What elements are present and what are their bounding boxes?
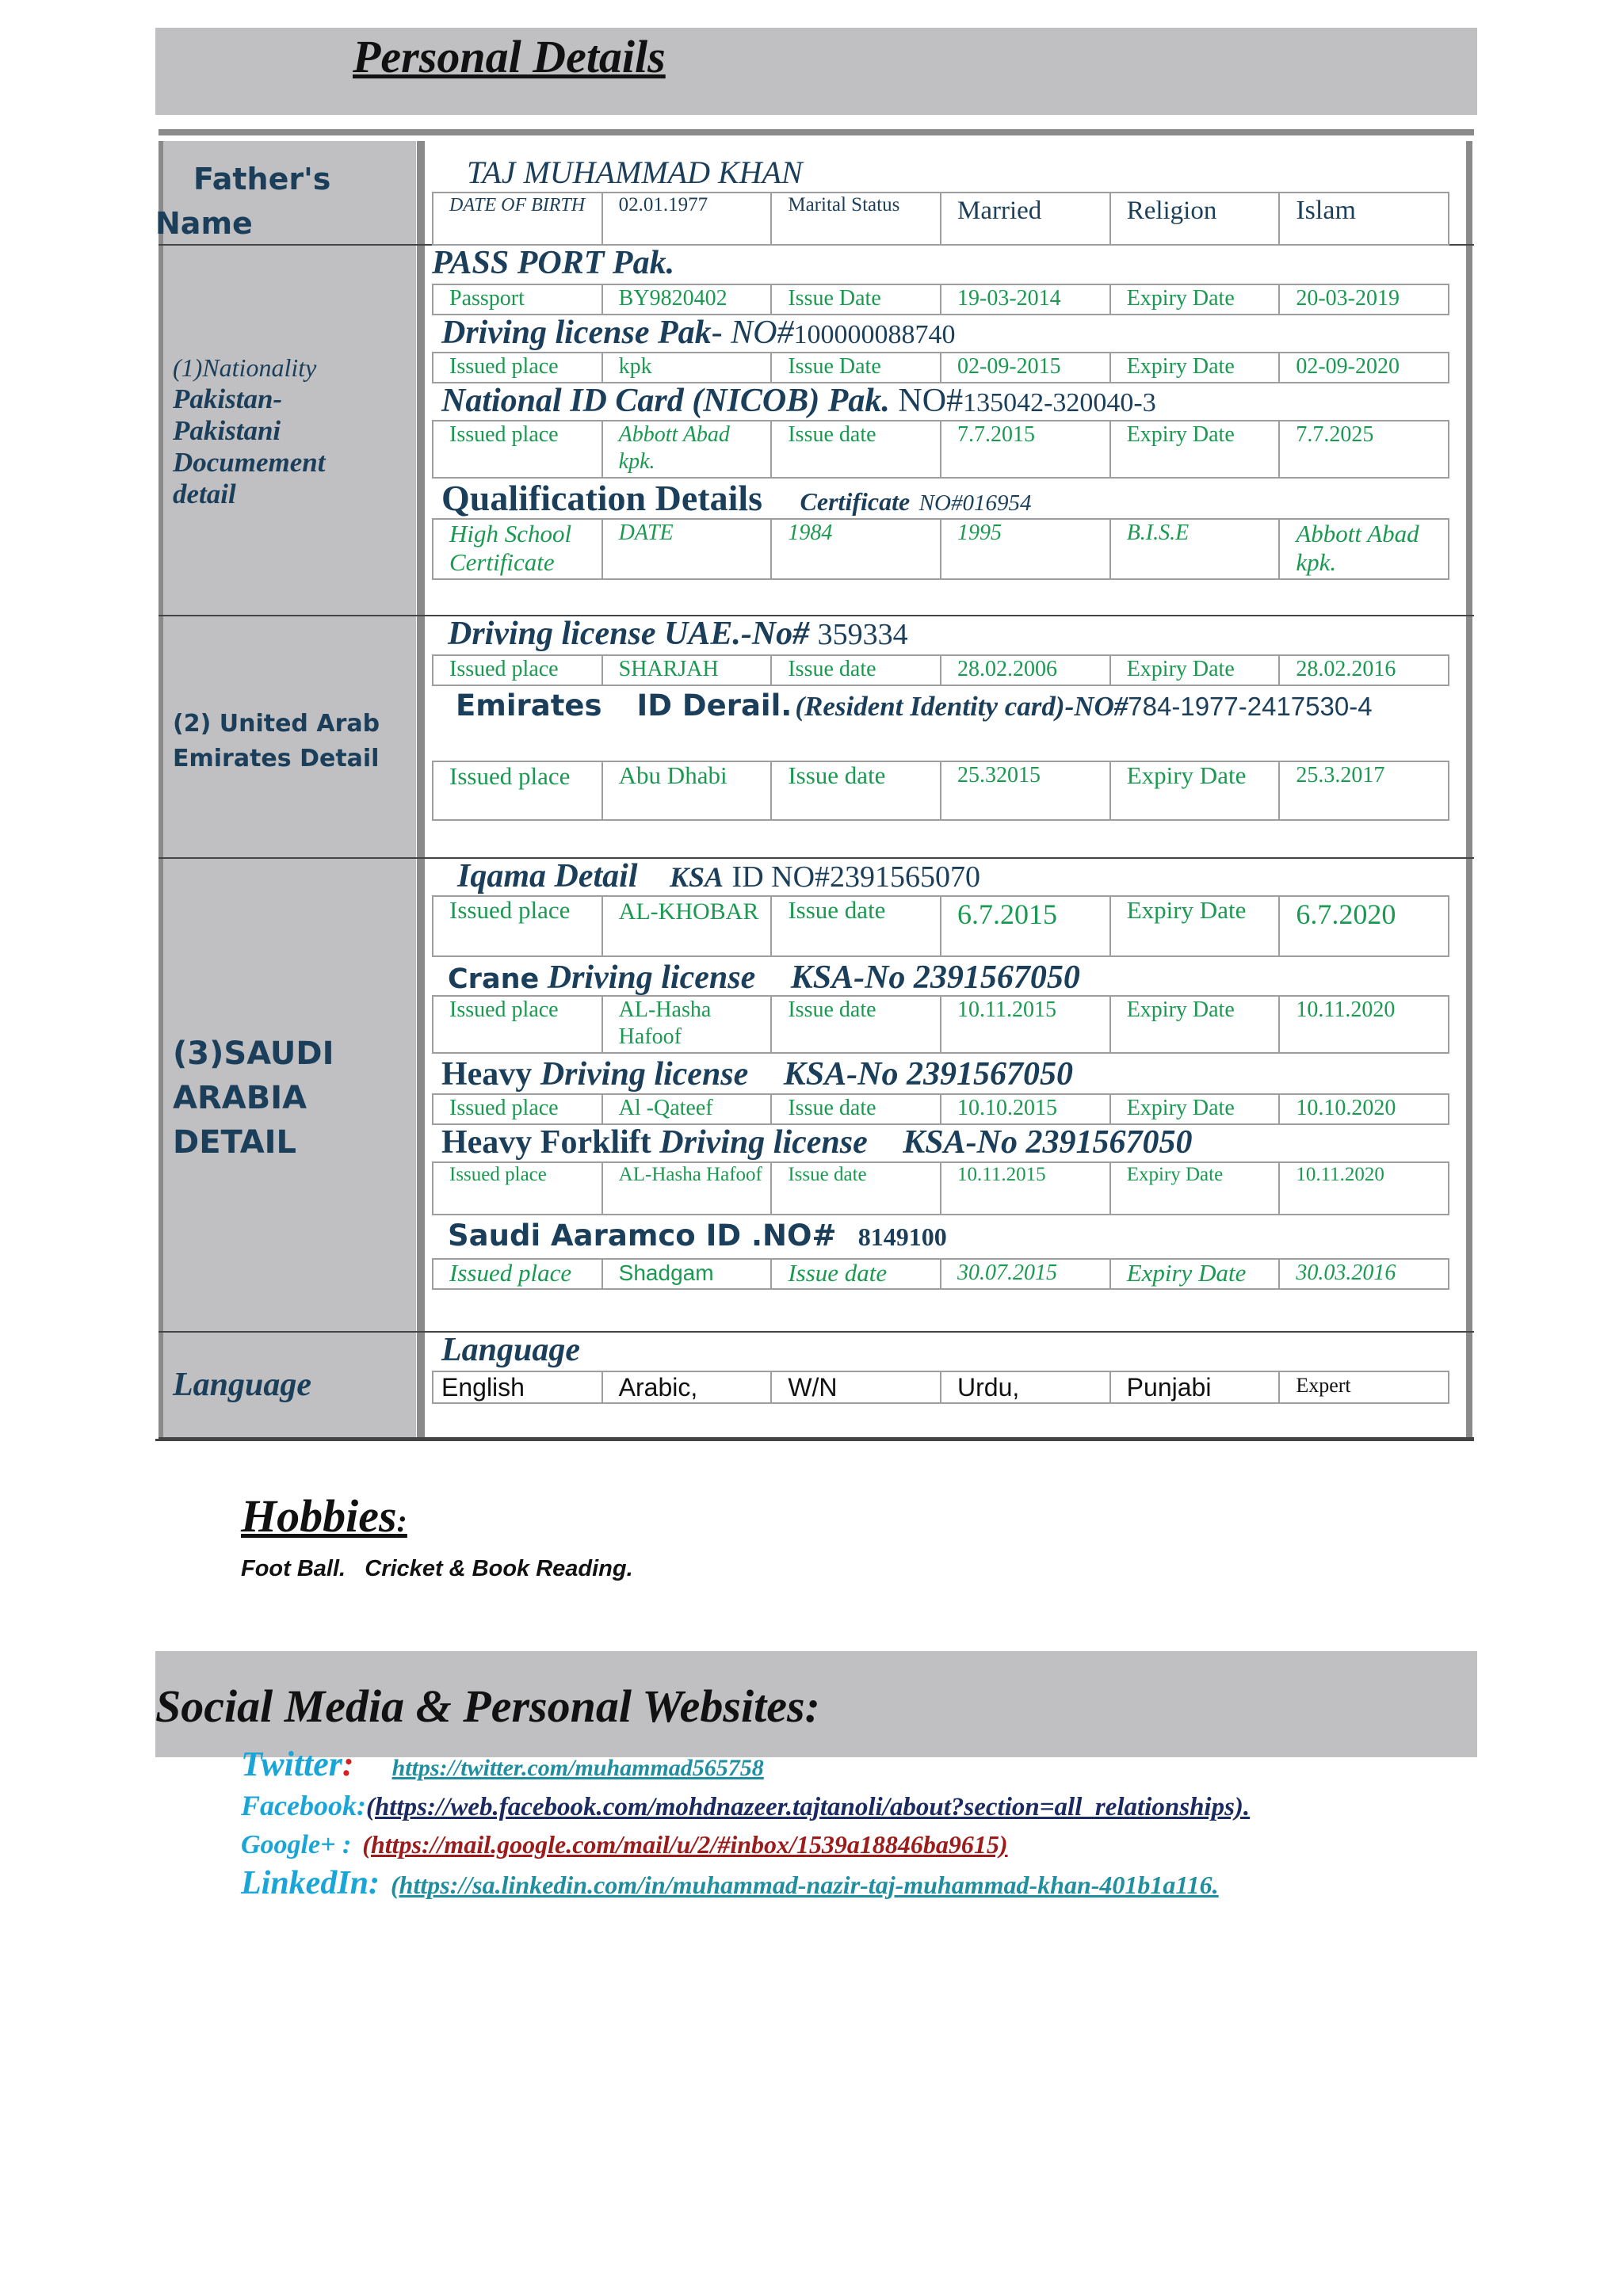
table-cell: Arabic,	[603, 1372, 773, 1404]
nicob-table	[432, 420, 1449, 479]
table-row	[433, 1260, 1449, 1290]
table-cell: 6.7.2020	[1280, 897, 1449, 957]
table-cell: Issued place	[433, 1260, 603, 1290]
crane-title-b: Driving license	[547, 959, 756, 996]
table-cell: Issued place	[433, 997, 603, 1054]
iqama-id: ID NO#2391565070	[731, 860, 981, 894]
twitter-colon: :	[342, 1745, 354, 1783]
table-cell: 25.3.2017	[1280, 762, 1449, 821]
table-cell: 7.7.2025	[1280, 421, 1449, 479]
linkedin-label: LinkedIn:	[241, 1865, 380, 1901]
table-cell: SHARJAH	[603, 656, 773, 686]
uae-label: (2) United Arab Emirates Detail	[173, 710, 380, 772]
table-cell: 6.7.2015	[941, 897, 1111, 957]
table-cell: 10.10.2015	[941, 1095, 1111, 1125]
twitter-line	[241, 1746, 1430, 1791]
uae-id-title-c: (Resident Identity card)-NO#	[795, 691, 1128, 722]
table-cell: Issued place	[433, 1095, 603, 1125]
iqama-title: Iqama Detail	[457, 858, 638, 894]
social-links	[241, 1746, 1430, 1906]
google-link[interactable]: (https://mail.google.com/mail/u/2/#inbox/1539a18846ba9615)	[362, 1830, 1008, 1859]
passport-table	[432, 284, 1449, 315]
table-cell: 02.01.1977	[603, 193, 773, 246]
table-cell: 10.11.2020	[1280, 997, 1449, 1054]
table-cell: 20-03-2019	[1280, 285, 1449, 315]
uae-id-number: 784-1977-2417530-4	[1128, 692, 1373, 721]
heavy-heading	[441, 1055, 1073, 1093]
certificate-label: Certificate	[800, 487, 911, 516]
hobbies-title	[241, 1489, 407, 1543]
forklift-heading	[441, 1123, 1192, 1161]
aramco-number: 8149100	[857, 1222, 947, 1251]
page-title: Personal Details	[353, 31, 666, 82]
right-border	[1466, 141, 1472, 1439]
table-cell: 19-03-2014	[941, 285, 1111, 315]
qualification-title: Qualification Details	[441, 478, 763, 518]
table-cell: Shadgam	[603, 1260, 773, 1290]
table-cell: Issue date	[772, 1260, 941, 1290]
table-cell: 30.03.2016	[1280, 1260, 1449, 1290]
table-cell: Issued place	[433, 762, 603, 821]
crane-title-a: Crane	[448, 963, 540, 995]
twitter-label: Twitter:	[241, 1745, 354, 1783]
certificate-number: NO#016954	[918, 490, 1032, 516]
table-cell: Expiry Date	[1111, 421, 1281, 479]
table-cell: Expiry Date	[1111, 997, 1281, 1054]
table-cell: Expiry Date	[1111, 897, 1281, 957]
crane-title-c: KSA-No 2391567050	[790, 959, 1080, 996]
ksa-label: (3)SAUDI ARABIA DETAIL	[173, 1035, 334, 1161]
table-cell: Expiry Date	[1111, 762, 1281, 821]
heavy-table	[432, 1093, 1449, 1125]
table-row	[433, 762, 1449, 821]
table-cell: DATE OF BIRTH	[433, 193, 603, 246]
forklift-title-b: Driving license	[659, 1124, 868, 1161]
heavy-title-b: Driving license	[540, 1056, 749, 1093]
table-cell: BY9820402	[603, 285, 773, 315]
table-cell: Issued place	[433, 421, 603, 479]
aramco-title: Saudi Aaramco ID .NO#	[448, 1219, 837, 1253]
table-cell: Issue Date	[772, 353, 941, 383]
table-cell: Issue date	[772, 1095, 941, 1125]
table-cell: Issue date	[772, 421, 941, 479]
bottom-rule	[155, 1439, 1474, 1441]
twitter-link[interactable]: https://twitter.com/muhammad565758	[391, 1755, 764, 1781]
table-cell: 1995	[941, 520, 1111, 580]
table-cell: 10.11.2020	[1280, 1163, 1449, 1215]
table-cell: Expiry Date	[1111, 285, 1281, 315]
table-cell: High School Certificate	[433, 520, 603, 580]
table-cell: AL-Hasha Hafoof	[603, 1163, 773, 1215]
table-cell: Islam	[1280, 193, 1449, 246]
uae-id-heading	[432, 688, 1462, 730]
nicob-heading	[441, 382, 1156, 420]
table-cell: DATE	[603, 520, 773, 580]
qualification-heading	[441, 477, 1031, 519]
table-cell: Abbott Abad kpk.	[1280, 520, 1449, 580]
aramco-heading	[448, 1219, 947, 1253]
table-row	[433, 656, 1449, 686]
table-row	[433, 1163, 1449, 1215]
table-cell: Al -Qateef	[603, 1095, 773, 1125]
table-cell: AL-KHOBAR	[603, 897, 773, 957]
table-cell: Expiry Date	[1111, 1260, 1281, 1290]
label-column-divider	[417, 141, 425, 1439]
table-cell: 25.32015	[941, 762, 1111, 821]
table-cell: 02-09-2020	[1280, 353, 1449, 383]
table-cell: Expiry Date	[1111, 1095, 1281, 1125]
uae-license-table	[432, 654, 1449, 686]
table-row	[433, 897, 1449, 957]
google-line	[241, 1827, 1430, 1867]
google-label: Google+ :	[241, 1830, 352, 1859]
details-content	[432, 0, 1462, 1442]
table-cell: AL-Hasha Hafoof	[603, 997, 773, 1054]
uae-license-heading	[448, 615, 908, 653]
table-row	[433, 353, 1449, 383]
crane-heading	[448, 959, 1080, 997]
pak-license-number: 100000088740	[793, 320, 956, 349]
table-cell: 10.11.2015	[941, 1163, 1111, 1215]
heavy-title-c: KSA-No 2391567050	[783, 1056, 1073, 1093]
table-cell: Issued place	[433, 897, 603, 957]
table-cell: Married	[941, 193, 1111, 246]
pak-doc-label: Pakistan-Pakistani Documement detail	[173, 383, 326, 509]
table-cell: 28.02.2006	[941, 656, 1111, 686]
father-info-table	[432, 192, 1449, 246]
table-cell: 1984	[772, 520, 941, 580]
table-cell: B.I.S.E	[1111, 520, 1281, 580]
table-row	[433, 193, 1449, 246]
table-row	[433, 421, 1449, 479]
pak-license-table	[432, 352, 1449, 383]
nationality-label: (1)Nationality	[173, 353, 317, 382]
facebook-link[interactable]: (https://web.facebook.com/mohdnazeer.tajtanoli/about?section=all_relationships).	[365, 1793, 1251, 1821]
table-cell: Issue date	[772, 1163, 941, 1215]
nicob-title: National ID Card (NICOB) Pak.	[441, 383, 890, 419]
qualification-table	[432, 518, 1449, 580]
hobbies-title-text: Hobbies	[241, 1490, 397, 1542]
uae-id-title-a: Emirates	[456, 688, 602, 723]
table-cell: Abbott Abad kpk.	[603, 421, 773, 479]
table-cell: Issue Date	[772, 285, 941, 315]
table-cell: 10.10.2020	[1280, 1095, 1449, 1125]
table-cell: Expiry Date	[1111, 656, 1281, 686]
label-column	[158, 141, 416, 1439]
table-cell: 10.11.2015	[941, 997, 1111, 1054]
nicob-number: 135042-320040-3	[963, 388, 1156, 418]
table-cell: Punjabi	[1111, 1372, 1281, 1404]
language-table	[432, 1371, 1449, 1404]
table-cell: Issue date	[772, 997, 941, 1054]
hobbies-text: Foot Ball. Cricket & Book Reading.	[241, 1556, 633, 1581]
social-title: Social Media & Personal Websites:	[155, 1680, 820, 1732]
hobbies-colon: :	[396, 1503, 407, 1539]
table-cell: Religion	[1111, 193, 1281, 246]
uae-license-title: Driving license UAE.-No#	[448, 616, 810, 652]
table-cell: Urdu,	[941, 1372, 1111, 1404]
table-cell: 02-09-2015	[941, 353, 1111, 383]
forklift-title-c: KSA-No 2391567050	[903, 1124, 1193, 1161]
heavy-title-a: Heavy	[441, 1056, 533, 1093]
linkedin-link[interactable]: (https://sa.linkedin.com/in/muhammad-nazir-taj-muhammad-khan-401b1a116.	[391, 1871, 1219, 1899]
table-row	[433, 520, 1449, 580]
table-cell: 28.02.2016	[1280, 656, 1449, 686]
language-heading: Language	[441, 1332, 581, 1368]
fathers-name-label: Father's Name	[155, 162, 331, 241]
table-cell: Abu Dhabi	[603, 762, 773, 821]
uae-license-number: 359334	[817, 618, 908, 651]
iqama-heading	[457, 857, 980, 895]
table-cell: 7.7.2015	[941, 421, 1111, 479]
table-cell: Issued place	[433, 656, 603, 686]
table-cell: Passport	[433, 285, 603, 315]
uae-id-title-b: ID Derail.	[636, 688, 792, 723]
table-cell: Marital Status	[772, 193, 941, 246]
table-cell: Issue date	[772, 762, 941, 821]
table-row	[433, 285, 1449, 315]
table-row	[433, 1372, 1449, 1404]
pak-license-title: Driving license Pak	[441, 315, 712, 351]
father-name: TAJ MUHAMMAD KHAN	[467, 154, 803, 190]
iqama-ksa: KSA	[670, 861, 724, 893]
linkedin-line	[241, 1867, 1350, 1906]
nicob-suffix: NO#	[889, 383, 964, 419]
table-cell: English	[433, 1372, 603, 1404]
table-cell: Expert	[1280, 1372, 1449, 1404]
pak-license-suffix: - NO#	[711, 315, 794, 351]
table-cell: Issue date	[772, 656, 941, 686]
passport-heading: PASS PORT Pak.	[432, 245, 675, 281]
iqama-table	[432, 895, 1449, 957]
table-cell: Issued place	[433, 353, 603, 383]
facebook-label: Facebook:	[241, 1790, 366, 1821]
table-cell: kpk	[603, 353, 773, 383]
pak-license-heading	[441, 314, 955, 352]
forklift-title-a: Heavy Forklift	[441, 1124, 651, 1161]
table-row	[433, 997, 1449, 1054]
facebook-line	[241, 1791, 1287, 1827]
forklift-table	[432, 1161, 1449, 1215]
table-row	[433, 1095, 1449, 1125]
table-cell: W/N	[772, 1372, 941, 1404]
crane-table	[432, 995, 1449, 1054]
table-cell: Expiry Date	[1111, 1163, 1281, 1215]
uae-id-table	[432, 761, 1449, 821]
language-label: Language	[173, 1367, 312, 1403]
aramco-table	[432, 1258, 1449, 1290]
table-cell: 30.07.2015	[941, 1260, 1111, 1290]
table-cell: Issue date	[772, 897, 941, 957]
table-cell: Expiry Date	[1111, 353, 1281, 383]
table-cell: Issued place	[433, 1163, 603, 1215]
